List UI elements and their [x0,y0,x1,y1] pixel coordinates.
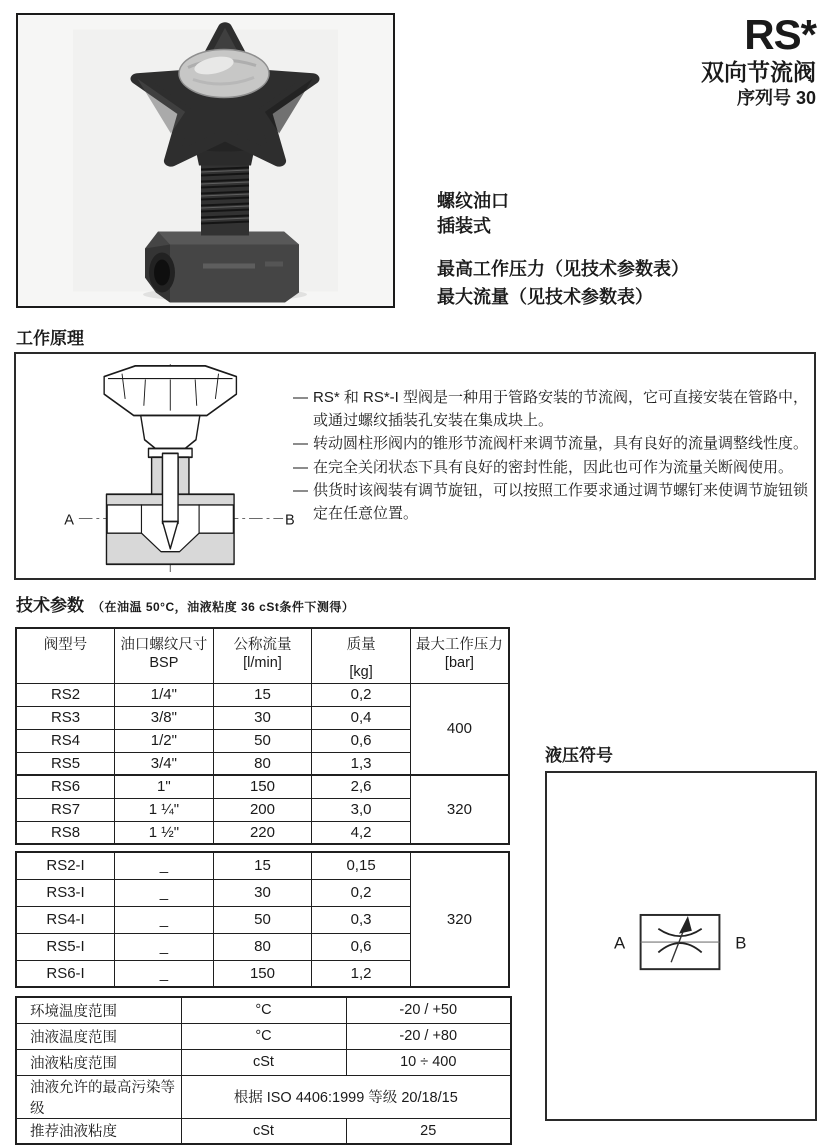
spec-cell: 0,2 [312,879,411,906]
column-header: 油口螺纹尺寸 BSP [115,628,214,683]
spec-cell: RS3 [16,706,115,729]
spec-cell: 0,15 [312,852,411,879]
spec-cell: 50 [213,729,312,752]
limit-line: 最大流量（见技术参数表） [437,287,653,307]
spec-cell: 220 [213,821,312,844]
bullet-dash-icon: — [293,458,308,476]
valve-cross-section-diagram [60,362,300,574]
section-title-tech-params [16,596,354,617]
conditions-table [15,996,512,1145]
bullet-text: 供货时该阀装有调节旋钮，可以按照工作要求通过调节螺钉来使调节旋钮锁定在任意位置。 [313,482,809,522]
column-header: 质量 [kg] [312,628,411,683]
max-pressure-cell: 320 [410,775,509,844]
spec-cell: _ [115,879,214,906]
spec-cell: 80 [213,752,312,775]
spec-cell: 3/8" [115,706,214,729]
spec-cell: 1/4" [115,683,214,706]
spec-cell: 30 [213,879,312,906]
spec-table-rs-i [15,851,510,988]
hydraulic-symbol-box [545,771,817,1121]
spec-cell: 3/4" [115,752,214,775]
spec-cell: 0,2 [312,683,411,706]
condition-value: -20 / +50 [346,997,511,1023]
spec-table-rs [15,627,510,845]
bullet-text: 在完全关闭状态下具有良好的密封性能，因此也可作为流量关断阀使用。 [313,458,794,476]
spec-cell: 1/2" [115,729,214,752]
intro-features [437,189,509,239]
bullet-list [293,387,809,526]
series-number: 序列号 30 [736,88,816,109]
condition-label: 环境温度范围 [16,997,181,1023]
column-header: 公称流量 [l/min] [213,628,312,683]
section-title-working-principle: 工作原理 [16,329,84,348]
spec-cell: 150 [213,775,312,798]
column-header: 最大工作压力 [bar] [410,628,509,683]
bullet-text: 转动圆柱形阀内的锥形节流阀杆来调节流量，具有良好的流量调整线性度。 [313,435,809,452]
intro-limits [437,255,689,311]
spec-cell: RS4-I [16,906,115,933]
condition-label: 推荐油液粘度 [16,1118,181,1144]
spec-cell: RS3-I [16,879,115,906]
max-pressure-cell: 400 [410,683,509,775]
working-principle-box [14,352,816,580]
tech-params-note: （在油温 50°C，油液粘度 36 cSt条件下测得） [92,600,355,614]
spec-cell: 1" [115,775,214,798]
condition-value: 25 [346,1118,511,1144]
spec-cell: 30 [213,706,312,729]
spec-cell: 50 [213,906,312,933]
spec-cell: _ [115,933,214,960]
condition-label: 油液粘度范围 [16,1049,181,1075]
spec-cell: 15 [213,852,312,879]
section-title-hydraulic-symbol: 液压符号 [545,746,613,765]
model-code: RS* [744,11,816,58]
condition-unit: °C [181,997,346,1023]
bullet-dash-icon: — [293,389,308,406]
spec-cell: _ [115,906,214,933]
bullet-text: RS* 和 RS*-I 型阀是一种用于管路安装的节流阀，它可直接安装在管路中，或通过螺纹插装孔安装在集成块上。 [313,389,809,429]
spec-cell: 0,6 [312,729,411,752]
condition-unit: cSt [181,1049,346,1075]
symbol-port-a-label: A [614,933,626,953]
condition-unit: cSt [181,1118,346,1144]
column-header: 阀型号 [16,628,115,683]
max-pressure-cell: 320 [410,852,509,987]
throttle-valve-symbol [547,773,815,1119]
condition-value: -20 / +80 [346,1023,511,1049]
spec-cell: RS2 [16,683,115,706]
bullet-item [293,433,809,456]
spec-cell: 0,3 [312,906,411,933]
bullet-dash-icon: — [293,435,308,452]
product-name: 双向节流阀 [701,59,816,85]
spec-cell: 4,2 [312,821,411,844]
spec-cell: RS5-I [16,933,115,960]
spec-cell: 0,4 [312,706,411,729]
bullet-item [293,387,809,432]
spec-cell: RS6 [16,775,115,798]
condition-label: 油液允许的最高污染等级 [16,1075,181,1118]
product-photo-frame [16,13,395,308]
symbol-port-b-label: B [735,933,747,953]
bullet-item [293,480,809,525]
spec-cell: _ [115,852,214,879]
spec-cell: 1,3 [312,752,411,775]
condition-unit: °C [181,1023,346,1049]
spec-cell: 3,0 [312,798,411,821]
tech-params-title: 技术参数 [16,596,84,615]
feature-line: 插装式 [437,216,491,236]
spec-cell: 200 [213,798,312,821]
bullet-item [293,457,809,480]
title-block [701,11,816,109]
spec-cell: RS6-I [16,960,115,987]
spec-cell: RS5 [16,752,115,775]
spec-cell: 2,6 [312,775,411,798]
valve-photo [18,15,393,306]
spec-cell: 15 [213,683,312,706]
spec-cell: 150 [213,960,312,987]
spec-cell: RS8 [16,821,115,844]
port-a-label: A [64,512,75,529]
spec-cell: 1 ½" [115,821,214,844]
spec-cell: 1 ¼" [115,798,214,821]
spec-cell: 80 [213,933,312,960]
spec-cell: 1,2 [312,960,411,987]
condition-value: 10 ÷ 400 [346,1049,511,1075]
condition-label: 油液温度范围 [16,1023,181,1049]
spec-cell: _ [115,960,214,987]
spec-cell: RS7 [16,798,115,821]
limit-line: 最高工作压力（见技术参数表） [437,259,689,279]
spec-cell: 0,6 [312,933,411,960]
feature-line: 螺纹油口 [437,191,509,211]
port-b-label: B [285,512,295,529]
spec-cell: RS4 [16,729,115,752]
condition-merged-value: 根据 ISO 4406:1999 等级 20/18/15 [181,1075,511,1118]
bullet-dash-icon: — [293,482,308,499]
spec-cell: RS2-I [16,852,115,879]
